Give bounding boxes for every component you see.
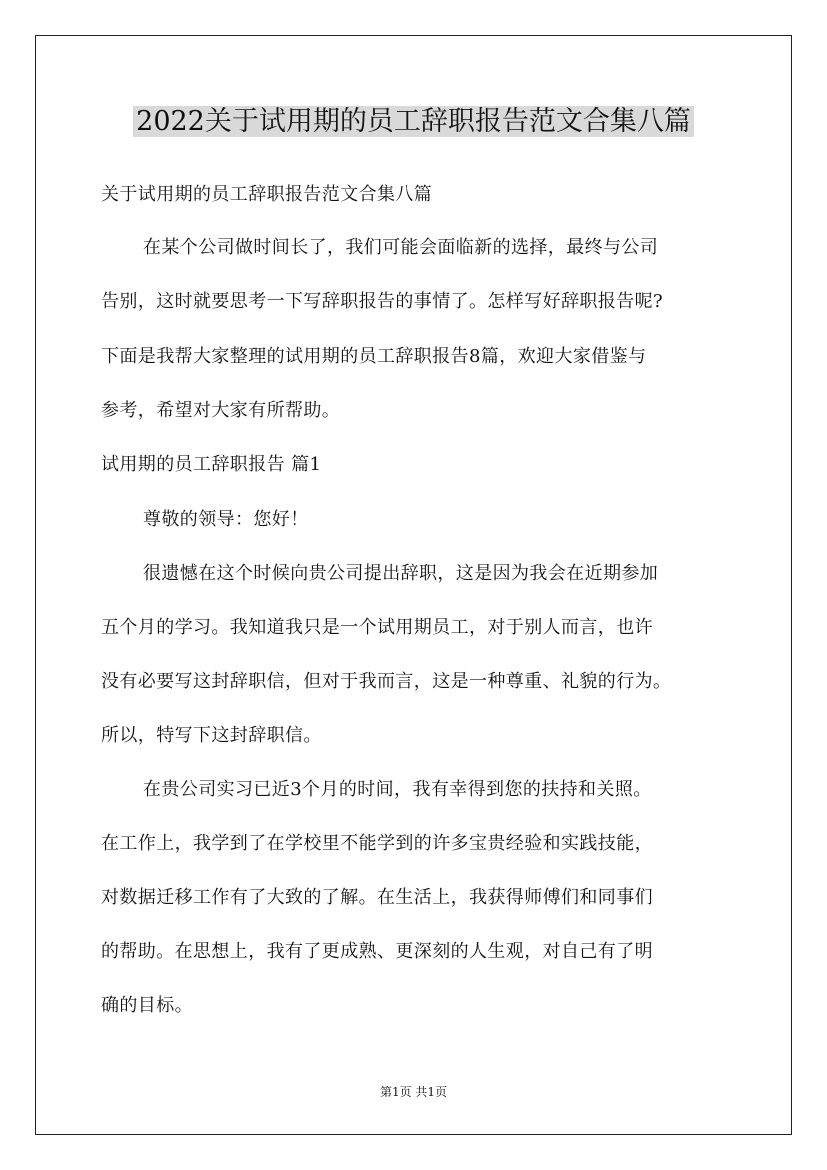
paragraph-line: 的帮助。在思想上，我有了更成熟、更深刻的人生观，对自己有了明 [101,941,653,962]
paragraph-line: 在贵公司实习已近3个月的时间，我有幸得到您的扶持和关照。 [143,779,652,800]
section-heading: 试用期的员工辞职报告 篇1 [101,454,322,475]
paragraph-line: 所以，特写下这封辞职信。 [101,725,322,746]
intro-line: 告别，这时就要思考一下写辞职报告的事情了。怎样写好辞职报告呢? [101,291,664,312]
paragraph-line: 确的目标。 [101,995,193,1016]
intro-line: 参考，希望对大家有所帮助。 [101,400,341,421]
page-footer: 第1页 共1页 [379,1085,448,1099]
paragraph-line: 没有必要写这封辞职信，但对于我而言，这是一种尊重、礼貌的行为。 [101,671,672,692]
document-title [0,100,827,144]
intro-line: 下面是我帮大家整理的试用期的员工辞职报告8篇，欢迎大家借鉴与 [101,346,647,367]
document-subtitle: 关于试用期的员工辞职报告范文合集八篇 [101,184,433,205]
paragraph-line: 五个月的学习。我知道我只是一个试用期员工，对于别人而言，也许 [101,617,653,638]
intro-line: 在某个公司做时间长了，我们可能会面临新的选择，最终与公司 [143,237,659,258]
document-title-text: 2022关于试用期的员工辞职报告范文合集八篇 [133,106,694,137]
salutation: 尊敬的领导：您好！ [143,509,309,530]
paragraph-line: 在工作上，我学到了在学校里不能学到的许多宝贵经验和实践技能， [101,833,653,854]
paragraph-line: 很遗憾在这个时候向贵公司提出辞职，这是因为我会在近期参加 [143,563,659,584]
paragraph-line: 对数据迁移工作有了大致的了解。在生活上，我获得师傅们和同事们 [101,887,653,908]
